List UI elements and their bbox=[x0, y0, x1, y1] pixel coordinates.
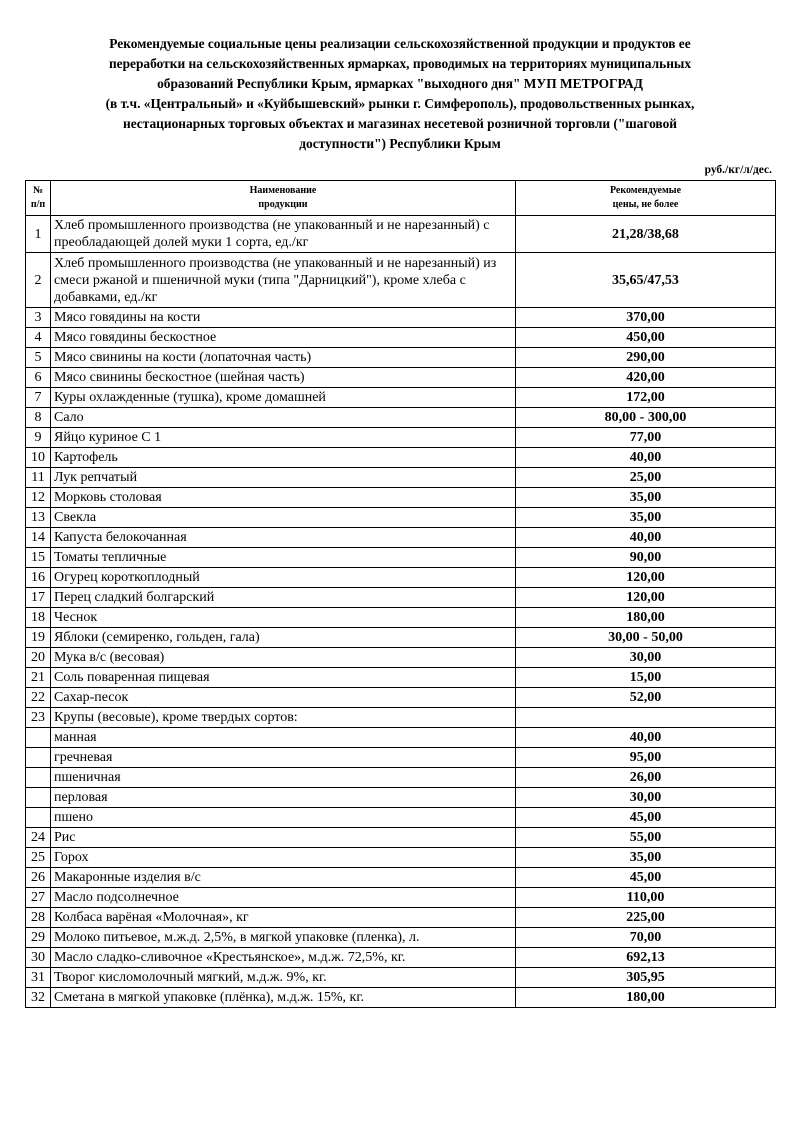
row-number: 14 bbox=[26, 528, 51, 548]
product-price: 35,65/47,53 bbox=[516, 253, 776, 308]
row-number: 8 bbox=[26, 408, 51, 428]
product-name: Капуста белокочанная bbox=[51, 528, 516, 548]
table-row bbox=[26, 508, 776, 528]
row-number: 11 bbox=[26, 468, 51, 488]
table-row bbox=[26, 216, 776, 253]
product-price: 370,00 bbox=[516, 308, 776, 328]
table-row bbox=[26, 488, 776, 508]
product-price: 45,00 bbox=[516, 808, 776, 828]
product-name: Томаты тепличные bbox=[51, 548, 516, 568]
product-price: 40,00 bbox=[516, 448, 776, 468]
table-row bbox=[26, 253, 776, 308]
product-price: 15,00 bbox=[516, 668, 776, 688]
product-name: Яйцо куриное С 1 bbox=[51, 428, 516, 448]
product-price: 450,00 bbox=[516, 328, 776, 348]
product-name: Огурец короткоплодный bbox=[51, 568, 516, 588]
product-name: Куры охлажденные (тушка), кроме домашней bbox=[51, 388, 516, 408]
row-number: 12 bbox=[26, 488, 51, 508]
product-price: 30,00 bbox=[516, 648, 776, 668]
product-name: Масло сладко-сливочное «Крестьянское», м.д.ж. 72,5%, кг. bbox=[51, 948, 516, 968]
product-name: Хлеб промышленного производства (не упакованный и не нарезанный) из смеси ржаной и пшеничной муки (типа "Дарницкий"), кроме хлеба с добавками, ед./кг bbox=[51, 253, 516, 308]
table-row bbox=[26, 328, 776, 348]
product-name: Мясо говядины бескостное bbox=[51, 328, 516, 348]
product-price: 52,00 bbox=[516, 688, 776, 708]
row-number: 25 bbox=[26, 848, 51, 868]
product-price: 70,00 bbox=[516, 928, 776, 948]
product-name: гречневая bbox=[51, 748, 516, 768]
product-name: Масло подсолнечное bbox=[51, 888, 516, 908]
product-price: 420,00 bbox=[516, 368, 776, 388]
row-number: 31 bbox=[26, 968, 51, 988]
row-number: 10 bbox=[26, 448, 51, 468]
table-row bbox=[26, 428, 776, 448]
table-header-row bbox=[26, 181, 776, 216]
row-number: 5 bbox=[26, 348, 51, 368]
product-price: 180,00 bbox=[516, 608, 776, 628]
product-name: Мясо свинины на кости (лопаточная часть) bbox=[51, 348, 516, 368]
header-num: № п/п bbox=[26, 181, 51, 216]
table-row bbox=[26, 668, 776, 688]
product-name: Чеснок bbox=[51, 608, 516, 628]
product-name: Мясо говядины на кости bbox=[51, 308, 516, 328]
product-name: Горох bbox=[51, 848, 516, 868]
title-line: (в т.ч. «Центральный» и «Куйбышевский» рынки г. Симферополь), продовольственных рынках, bbox=[105, 96, 695, 111]
product-name: Свекла bbox=[51, 508, 516, 528]
row-number: 7 bbox=[26, 388, 51, 408]
product-price bbox=[516, 708, 776, 728]
product-name: Молоко питьевое, м.ж.д. 2,5%, в мягкой упаковке (пленка), л. bbox=[51, 928, 516, 948]
product-price: 35,00 bbox=[516, 848, 776, 868]
table-row bbox=[26, 908, 776, 928]
table-row bbox=[26, 608, 776, 628]
product-price: 120,00 bbox=[516, 588, 776, 608]
product-name: Сало bbox=[51, 408, 516, 428]
product-price: 30,00 - 50,00 bbox=[516, 628, 776, 648]
table-row bbox=[26, 948, 776, 968]
table-body bbox=[26, 216, 776, 1008]
product-name: Морковь столовая bbox=[51, 488, 516, 508]
row-number: 15 bbox=[26, 548, 51, 568]
row-number: 6 bbox=[26, 368, 51, 388]
product-name: Яблоки (семиренко, гольден, гала) bbox=[51, 628, 516, 648]
table-row bbox=[26, 308, 776, 328]
table-row bbox=[26, 408, 776, 428]
product-price: 95,00 bbox=[516, 748, 776, 768]
table-row bbox=[26, 568, 776, 588]
product-name: Рис bbox=[51, 828, 516, 848]
table-row bbox=[26, 808, 776, 828]
product-name: Лук репчатый bbox=[51, 468, 516, 488]
product-price: 180,00 bbox=[516, 988, 776, 1008]
title-line: переработки на сельскохозяйственных ярмарках, проводимых на территориях муниципальных bbox=[108, 56, 692, 71]
table-row bbox=[26, 728, 776, 748]
product-price: 225,00 bbox=[516, 908, 776, 928]
product-price: 692,13 bbox=[516, 948, 776, 968]
row-number: 4 bbox=[26, 328, 51, 348]
row-number: 17 bbox=[26, 588, 51, 608]
row-number: 27 bbox=[26, 888, 51, 908]
product-price: 120,00 bbox=[516, 568, 776, 588]
table-row bbox=[26, 988, 776, 1008]
row-number: 19 bbox=[26, 628, 51, 648]
table-row bbox=[26, 848, 776, 868]
product-name: Перец сладкий болгарский bbox=[51, 588, 516, 608]
row-number: 28 bbox=[26, 908, 51, 928]
row-number: 2 bbox=[26, 253, 51, 308]
product-name: Мясо свинины бескостное (шейная часть) bbox=[51, 368, 516, 388]
product-name: Картофель bbox=[51, 448, 516, 468]
row-number: 26 bbox=[26, 868, 51, 888]
table-row bbox=[26, 708, 776, 728]
product-price: 45,00 bbox=[516, 868, 776, 888]
row-number: 3 bbox=[26, 308, 51, 328]
row-number: 22 bbox=[26, 688, 51, 708]
table-row bbox=[26, 748, 776, 768]
table-row bbox=[26, 968, 776, 988]
title-line: Рекомендуемые социальные цены реализации сельскохозяйственной продукции и продуктов ее bbox=[109, 36, 691, 51]
row-number: 18 bbox=[26, 608, 51, 628]
table-row bbox=[26, 368, 776, 388]
row-number bbox=[26, 788, 51, 808]
price-table bbox=[25, 180, 776, 1008]
title-line: нестационарных торговых объектах и магазинах несетевой розничной торговли ("шаговой bbox=[122, 116, 677, 131]
table-row bbox=[26, 468, 776, 488]
product-price: 305,95 bbox=[516, 968, 776, 988]
row-number: 21 bbox=[26, 668, 51, 688]
row-number: 20 bbox=[26, 648, 51, 668]
row-number bbox=[26, 748, 51, 768]
product-name: Соль поваренная пищевая bbox=[51, 668, 516, 688]
row-number: 29 bbox=[26, 928, 51, 948]
product-price: 35,00 bbox=[516, 488, 776, 508]
product-name: перловая bbox=[51, 788, 516, 808]
table-row bbox=[26, 768, 776, 788]
table-row bbox=[26, 788, 776, 808]
product-name: Творог кисломолочный мягкий, м.д.ж. 9%, кг. bbox=[51, 968, 516, 988]
product-price: 25,00 bbox=[516, 468, 776, 488]
table-row bbox=[26, 348, 776, 368]
product-price: 21,28/38,68 bbox=[516, 216, 776, 253]
table-row bbox=[26, 588, 776, 608]
product-price: 110,00 bbox=[516, 888, 776, 908]
product-price: 55,00 bbox=[516, 828, 776, 848]
table-row bbox=[26, 448, 776, 468]
product-name: Хлеб промышленного производства (не упакованный и не нарезанный) с преобладающей долей муки 1 сорта, ед./кг bbox=[51, 216, 516, 253]
table-row bbox=[26, 828, 776, 848]
row-number: 1 bbox=[26, 216, 51, 253]
product-name: Сахар-песок bbox=[51, 688, 516, 708]
title-line: образований Республики Крым, ярмарках "выходного дня" МУП МЕТРОГРАД bbox=[157, 76, 643, 91]
product-name: Колбаса варёная «Молочная», кг bbox=[51, 908, 516, 928]
row-number bbox=[26, 728, 51, 748]
row-number: 32 bbox=[26, 988, 51, 1008]
table-row bbox=[26, 688, 776, 708]
header-price: Рекомендуемые цены, не более bbox=[516, 181, 776, 216]
table-row bbox=[26, 528, 776, 548]
product-price: 172,00 bbox=[516, 388, 776, 408]
product-price: 30,00 bbox=[516, 788, 776, 808]
product-price: 40,00 bbox=[516, 528, 776, 548]
table-row bbox=[26, 548, 776, 568]
product-name: манная bbox=[51, 728, 516, 748]
units-label: руб./кг/л/дес. bbox=[704, 164, 772, 176]
product-price: 77,00 bbox=[516, 428, 776, 448]
product-price: 35,00 bbox=[516, 508, 776, 528]
header-name: Наименование продукции bbox=[51, 181, 516, 216]
product-price: 90,00 bbox=[516, 548, 776, 568]
table-row bbox=[26, 628, 776, 648]
product-price: 80,00 - 300,00 bbox=[516, 408, 776, 428]
table-row bbox=[26, 868, 776, 888]
row-number bbox=[26, 808, 51, 828]
row-number: 13 bbox=[26, 508, 51, 528]
row-number: 16 bbox=[26, 568, 51, 588]
product-price: 26,00 bbox=[516, 768, 776, 788]
document-title bbox=[40, 34, 760, 154]
product-name: пшено bbox=[51, 808, 516, 828]
row-number bbox=[26, 768, 51, 788]
row-number: 30 bbox=[26, 948, 51, 968]
row-number: 9 bbox=[26, 428, 51, 448]
table-row bbox=[26, 928, 776, 948]
product-name: Сметана в мягкой упаковке (плёнка), м.д.ж. 15%, кг. bbox=[51, 988, 516, 1008]
table-row bbox=[26, 648, 776, 668]
table-row bbox=[26, 888, 776, 908]
product-price: 290,00 bbox=[516, 348, 776, 368]
table-row bbox=[26, 388, 776, 408]
product-name: Мука в/с (весовая) bbox=[51, 648, 516, 668]
title-line: доступности") Республики Крым bbox=[299, 136, 501, 151]
product-name: Макаронные изделия в/с bbox=[51, 868, 516, 888]
row-number: 23 bbox=[26, 708, 51, 728]
product-price: 40,00 bbox=[516, 728, 776, 748]
product-name: Крупы (весовые), кроме твердых сортов: bbox=[51, 708, 516, 728]
product-name: пшеничная bbox=[51, 768, 516, 788]
row-number: 24 bbox=[26, 828, 51, 848]
